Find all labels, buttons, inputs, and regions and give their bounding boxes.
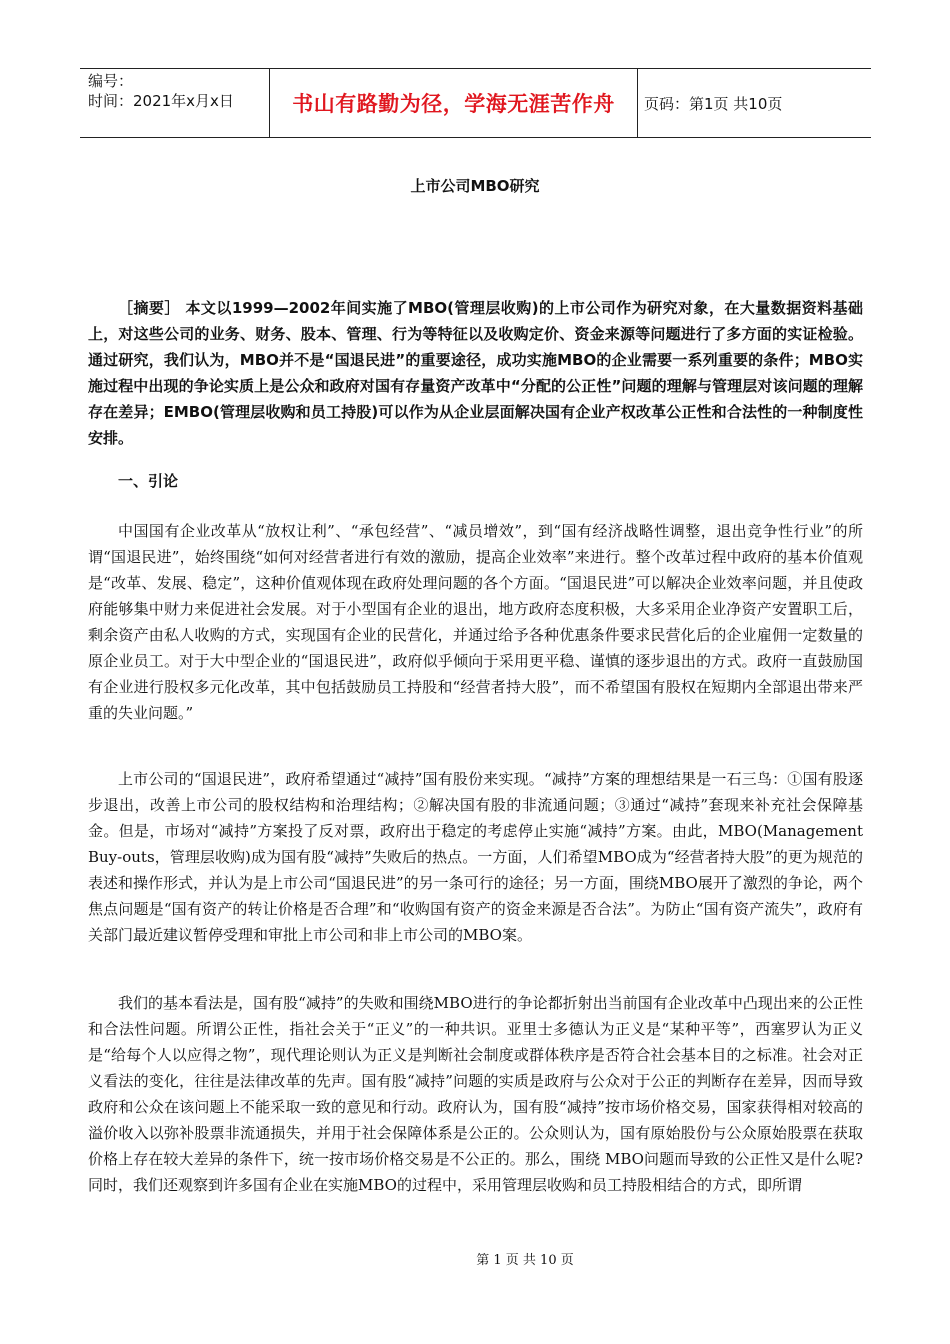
header-meta: [80, 69, 270, 137]
body-paragraph-2: 上市公司的“国退民进”，政府希望通过“减持”国有股份来实现。“减持”方案的理想结果是一石三鸟：①国有股逐步退出，改善上市公司的股权结构和治理结构；②解决国有股的非流通问题；③通过“减持”套现来补充社会保障基金。但是，市场对“减持”方案投了反对票，政府出于稳定的考虑停止实施“减持”方案。由此，MBO(Management Buy-outs，管理层收购)成为国有股“减持”失败后的热点。一方面，人们希望MBO成为“经营者持大股”的更为规范的表述和操作形式，并认为是上市公司“国退民进”的另一条可行的途径；另一方面，围绕MBO展开了激烈的争论，两个焦点问题是“国有资产的转让价格是否合理”和“收购国有资产的资金来源是否合法”。为防止“国有资产流失”，政府有关部门最近建议暂停受理和审批上市公司和非上市公司的MBO案。: [88, 770, 863, 944]
header-motto: 书山有路勤为径，学海无涯苦作舟: [270, 69, 638, 137]
page-header: [80, 68, 871, 138]
section-heading-introduction: 一、引论: [118, 472, 179, 490]
header-number-label: 编号：: [88, 72, 134, 90]
header-page-info: 页码：第1页 共10页: [644, 94, 783, 113]
body-paragraph-1: 中国国有企业改革从“放权让利”、“承包经营”、“减员增效”，到“国有经济战略性调整，退出竞争性行业”的所谓“国退民进”，始终围绕“如何对经营者进行有效的激励，提高企业效率”来进行。整个改革过程中政府的基本价值观是“改革、发展、稳定”，这种价值观体现在政府处理问题的各个方面。“国退民进”可以解决企业效率问题，并且使政府能够集中财力来促进社会发展。对于小型国有企业的退出，地方政府态度积极，大多采用企业净资产安置职工后，剩余资产由私人收购的方式，实现国有企业的民营化，并通过给予各种优惠条件要求民营化后的企业雇佣一定数量的原企业员工。对于大中型企业的“国退民进”，政府似乎倾向于采用更平稳、谨慎的逐步退出的方式。政府一直鼓励国有企业进行股权多元化改革，其中包括鼓励员工持股和“经营者持大股”，而不希望国有股权在短期内全部退出带来严重的失业问题。”: [88, 522, 863, 722]
abstract-paragraph: ［摘要］ 本文以1999—2002年间实施了MBO(管理层收购)的上市公司作为研究对象，在大量数据资料基础上，对这些公司的业务、财务、股本、管理、行为等特征以及收购定价、资金来源等问题进行了多方面的实证检验。通过研究，我们认为，MBO并不是“国退民进”的重要途径，成功实施MBO的企业需要一系列重要的条件；MBO实施过程中出现的争论实质上是公众和政府对国有存量资产改革中“分配的公正性”问题的理解与管理层对该问题的理解存在差异；EMBO(管理层收购和员工持股)可以作为从企业层面解决国有企业产权改革公正性和合法性的一种制度性安排。: [88, 299, 863, 447]
body-paragraph-3: 我们的基本看法是，国有股“减持”的失败和围绕MBO进行的争论都折射出当前国有企业改革中凸现出来的公正性和合法性问题。所谓公正性，指社会关于“正义”的一种共识。亚里士多德认为正义是“某种平等”，西塞罗认为正义是“给每个人以应得之物”，现代理论则认为正义是判断社会制度或群体秩序是否符合社会基本目的之标准。社会对正义看法的变化，往往是法律改革的先声。国有股“减持”问题的实质是政府与公众对于公正的判断存在差异，因而导致政府和公众在该问题上不能采取一致的意见和行动。政府认为，国有股“减持”按市场价格交易，国家获得相对较高的溢价收入以弥补股票非流通损失，并用于社会保障体系是公正的。公众则认为，国有原始股份与公众原始股票在获取价格上存在较大差异的条件下，统一按市场价格交易是不公正的。那么，围绕 MBO问题而导致的公正性又是什么呢?同时，我们还观察到许多国有企业在实施MBO的过程中，采用管理层收购和员工持股相结合的方式，即所谓: [88, 994, 863, 1194]
document-title: 上市公司MBO研究: [410, 177, 540, 195]
header-date-label: 时间：2021年x月x日: [88, 92, 234, 110]
page-footer: 第 1 页 共 10 页: [476, 1253, 574, 1268]
